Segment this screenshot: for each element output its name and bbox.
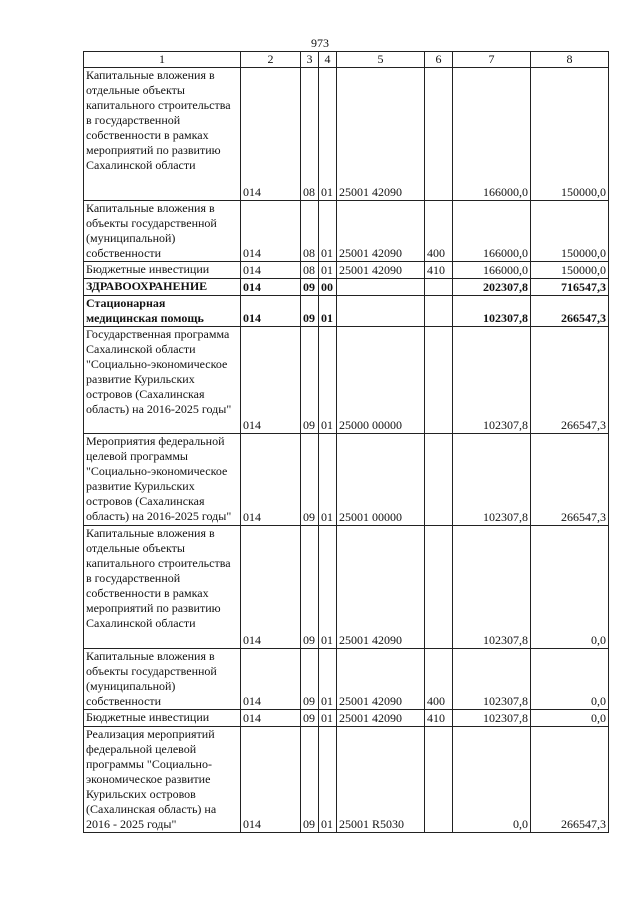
expense-type-cell: 400 — [425, 201, 453, 262]
target-article-cell: 25001 42090 — [337, 262, 425, 279]
target-article-cell: 25001 00000 — [337, 434, 425, 526]
header-cell: 4 — [319, 52, 337, 68]
table-row — [84, 649, 609, 710]
table-row — [84, 262, 609, 279]
expense-type-cell — [425, 296, 453, 327]
amount-1-cell: 102307,8 — [453, 649, 531, 710]
target-article-cell — [337, 296, 425, 327]
target-article-cell: 25000 00000 — [337, 327, 425, 434]
subsection-code-cell: 01 — [319, 68, 337, 201]
section-code-cell: 09 — [301, 649, 319, 710]
row-name-cell: Стационарная медицинская помощь — [84, 296, 241, 327]
target-article-cell: 25001 R5030 — [337, 727, 425, 833]
header-cell: 5 — [337, 52, 425, 68]
ministry-code-cell: 014 — [241, 68, 301, 201]
header-row — [84, 52, 609, 68]
expense-type-cell — [425, 327, 453, 434]
subsection-code-cell: 01 — [319, 262, 337, 279]
row-name-cell: Бюджетные инвестиции — [84, 262, 241, 279]
header-cell: 7 — [453, 52, 531, 68]
ministry-code-cell: 014 — [241, 434, 301, 526]
row-name-cell: Капитальные вложения в объекты государственной (муниципальной) собственности — [84, 649, 241, 710]
row-name-cell: Капитальные вложения в объекты государственной (муниципальной) собственности — [84, 201, 241, 262]
amount-1-cell: 102307,8 — [453, 434, 531, 526]
header-cell: 6 — [425, 52, 453, 68]
amount-2-cell: 266547,3 — [531, 727, 609, 833]
section-code-cell: 09 — [301, 327, 319, 434]
subsection-code-cell: 01 — [319, 649, 337, 710]
amount-2-cell: 266547,3 — [531, 296, 609, 327]
table-row — [84, 279, 609, 296]
section-code-cell: 08 — [301, 262, 319, 279]
section-code-cell: 09 — [301, 434, 319, 526]
subsection-code-cell: 01 — [319, 727, 337, 833]
target-article-cell: 25001 42090 — [337, 68, 425, 201]
ministry-code-cell: 014 — [241, 201, 301, 262]
expense-type-cell — [425, 279, 453, 296]
target-article-cell: 25001 42090 — [337, 201, 425, 262]
subsection-code-cell: 01 — [319, 710, 337, 727]
section-code-cell: 09 — [301, 279, 319, 296]
row-name-cell: Бюджетные инвестиции — [84, 710, 241, 727]
amount-2-cell: 150000,0 — [531, 68, 609, 201]
ministry-code-cell: 014 — [241, 327, 301, 434]
ministry-code-cell: 014 — [241, 649, 301, 710]
target-article-cell: 25001 42090 — [337, 710, 425, 727]
subsection-code-cell: 00 — [319, 279, 337, 296]
subsection-code-cell: 01 — [319, 434, 337, 526]
amount-2-cell: 716547,3 — [531, 279, 609, 296]
row-name-cell: Капитальные вложения в отдельные объекты капитального строительства в государственной собственности в рамках мероприятий по развитию Сахалинской области — [84, 68, 241, 201]
expense-type-cell: 400 — [425, 649, 453, 710]
subsection-code-cell: 01 — [319, 296, 337, 327]
amount-1-cell: 102307,8 — [453, 296, 531, 327]
amount-1-cell: 102307,8 — [453, 327, 531, 434]
table-row — [84, 327, 609, 434]
expense-type-cell — [425, 727, 453, 833]
amount-1-cell: 166000,0 — [453, 68, 531, 201]
table-row — [84, 526, 609, 649]
table-row — [84, 434, 609, 526]
table-row — [84, 68, 609, 201]
ministry-code-cell: 014 — [241, 710, 301, 727]
row-name-cell: Мероприятия федеральной целевой программы "Социально-экономическое развитие Курильских островов (Сахалинская область) на 2016-2025 годы" — [84, 434, 241, 526]
section-code-cell: 09 — [301, 727, 319, 833]
page-number: 973 — [311, 36, 329, 50]
target-article-cell — [337, 279, 425, 296]
target-article-cell: 25001 42090 — [337, 649, 425, 710]
amount-1-cell: 102307,8 — [453, 526, 531, 649]
amount-2-cell: 150000,0 — [531, 201, 609, 262]
amount-1-cell: 202307,8 — [453, 279, 531, 296]
expense-type-cell: 410 — [425, 710, 453, 727]
table-row — [84, 296, 609, 327]
amount-2-cell: 150000,0 — [531, 262, 609, 279]
amount-1-cell: 166000,0 — [453, 262, 531, 279]
section-code-cell: 09 — [301, 296, 319, 327]
row-name-cell: Реализация мероприятий федеральной целевой программы "Социально-экономическое развитие Курильских островов (Сахалинская область) на 2016 - 2025 годы" — [84, 727, 241, 833]
amount-1-cell: 0,0 — [453, 727, 531, 833]
subsection-code-cell: 01 — [319, 327, 337, 434]
ministry-code-cell: 014 — [241, 727, 301, 833]
amount-2-cell: 266547,3 — [531, 327, 609, 434]
ministry-code-cell: 014 — [241, 279, 301, 296]
budget-table — [83, 51, 609, 833]
expense-type-cell — [425, 68, 453, 201]
section-code-cell: 09 — [301, 526, 319, 649]
table-row — [84, 727, 609, 833]
row-name-cell: Капитальные вложения в отдельные объекты капитального строительства в государственной собственности в рамках мероприятий по развитию Сахалинской области — [84, 526, 241, 649]
expense-type-cell: 410 — [425, 262, 453, 279]
header-cell: 8 — [531, 52, 609, 68]
expense-type-cell — [425, 434, 453, 526]
subsection-code-cell: 01 — [319, 201, 337, 262]
amount-1-cell: 102307,8 — [453, 710, 531, 727]
table-row — [84, 710, 609, 727]
expense-type-cell — [425, 526, 453, 649]
amount-2-cell: 0,0 — [531, 649, 609, 710]
ministry-code-cell: 014 — [241, 526, 301, 649]
amount-2-cell: 266547,3 — [531, 434, 609, 526]
header-cell: 1 — [84, 52, 241, 68]
table-body — [84, 52, 609, 833]
table-row — [84, 201, 609, 262]
amount-2-cell: 0,0 — [531, 526, 609, 649]
ministry-code-cell: 014 — [241, 262, 301, 279]
header-cell: 3 — [301, 52, 319, 68]
target-article-cell: 25001 42090 — [337, 526, 425, 649]
row-name-cell: ЗДРАВООХРАНЕНИЕ — [84, 279, 241, 296]
ministry-code-cell: 014 — [241, 296, 301, 327]
section-code-cell: 08 — [301, 68, 319, 201]
header-cell: 2 — [241, 52, 301, 68]
subsection-code-cell: 01 — [319, 526, 337, 649]
amount-2-cell: 0,0 — [531, 710, 609, 727]
section-code-cell: 08 — [301, 201, 319, 262]
section-code-cell: 09 — [301, 710, 319, 727]
row-name-cell: Государственная программа Сахалинской области "Социально-экономическое развитие Курильских островов (Сахалинская область) на 2016-2025 годы" — [84, 327, 241, 434]
amount-1-cell: 166000,0 — [453, 201, 531, 262]
